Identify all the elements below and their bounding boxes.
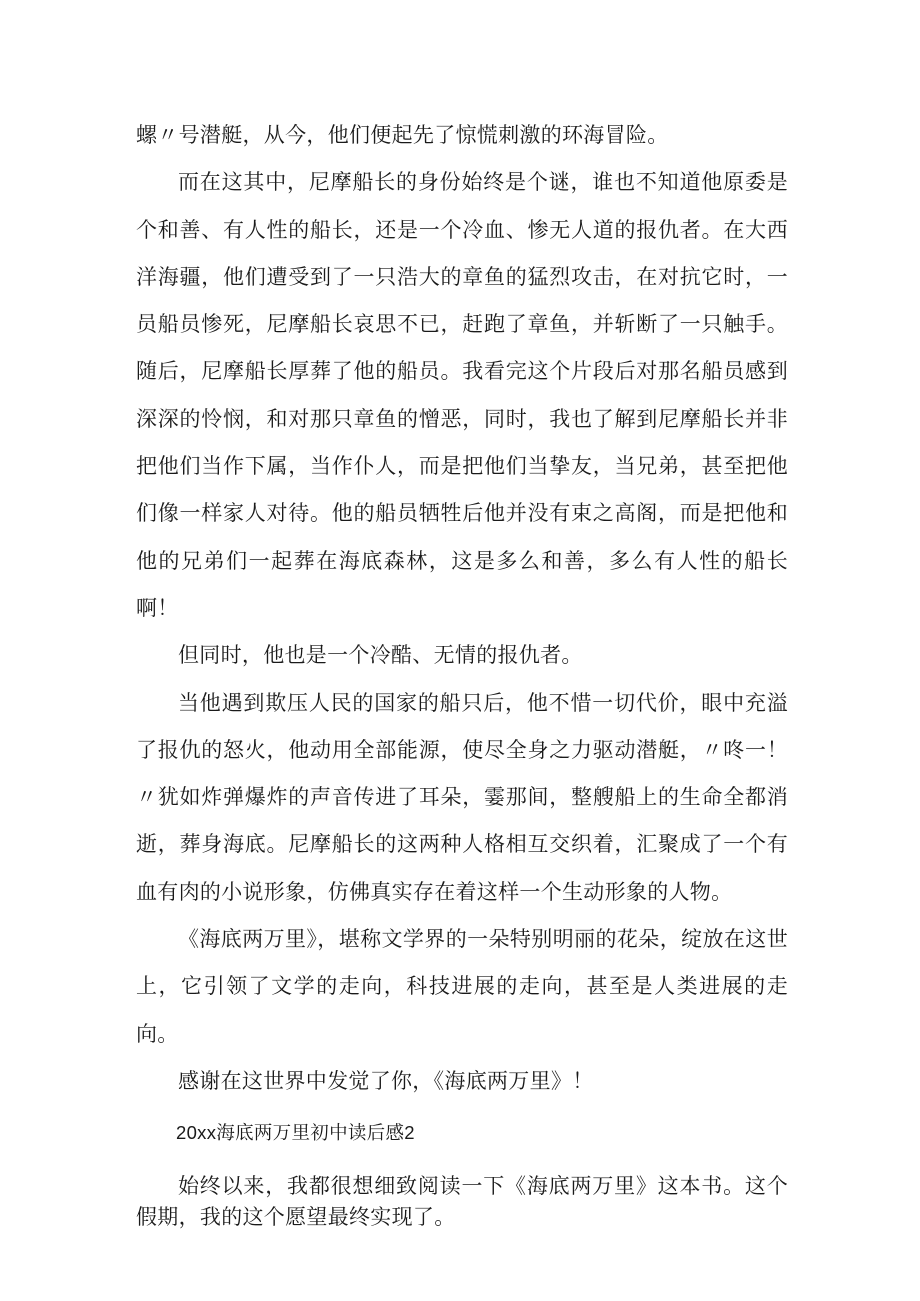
paragraph-nemo-identity: 而在这其中，尼摩船长的身份始终是个谜，谁也不知道他原委是个和善、有人性的船长，还是一个冷血、惨无人道的报仇者。在大西洋海疆，他们遭受到了一只浩大的章鱼的猛烈攻击，在对抗它时，一员船员惨死，尼摩船长哀思不已，赶跑了章鱼，并斩断了一只触手。随后，尼摩船长厚葬了他的船员。我看完这个片段后对那名船员感到深深的怜悯，和对那只章鱼的憎恶，同时，我也了解到尼摩船长并非把他们当作下属，当作仆人，而是把他们当挚友，当兄弟，甚至把他们像一样家人对待。他的船员牺牲后他并没有束之高阁，而是把他和他的兄弟们一起葬在海底森林，这是多么和善，多么有人性的船长啊！ [136, 170, 788, 620]
paragraph-literary-flower: 《海底两万里》，堪称文学界的一朵特别明丽的花朵，绽放在这世上，它引领了文学的走向，科技进展的走向，甚至是人类进展的走向。 [136, 927, 788, 1046]
paragraph-revenge: 当他遇到欺压人民的国家的船只后，他不惜一切代价，眼中充溢了报仇的怒火，他动用全部能源，使尽全身之力驱动潜艇，〃咚一！〃犹如炸弹爆炸的声音传进了耳朵，霎那间，整艘船上的生命全都消逝，葬身海底。尼摩船长的这两种人格相互交织着，汇聚成了一个有血有肉的小说形象，仿佛真实存在着这样一个生动形象的人物。 [136, 690, 788, 904]
document-body [136, 112, 788, 1233]
paragraph-continuation: 螺〃号潜艇，从今，他们便起先了惊慌刺激的环海冒险。 [136, 123, 669, 147]
section-heading: 20xx海底两万里初中读后感2 [176, 1122, 415, 1144]
paragraph-cold-avenger: 但同时，他也是一个冷酷、无情的报仇者。 [178, 643, 583, 668]
paragraph-opening: 始终以来，我都很想细致阅读一下《海底两万里》这本书。这个假期，我的这个愿望最终实现了。 [136, 1173, 788, 1229]
paragraph-thanks: 感谢在这世界中发觉了你，《海底两万里》！ [178, 1068, 594, 1093]
